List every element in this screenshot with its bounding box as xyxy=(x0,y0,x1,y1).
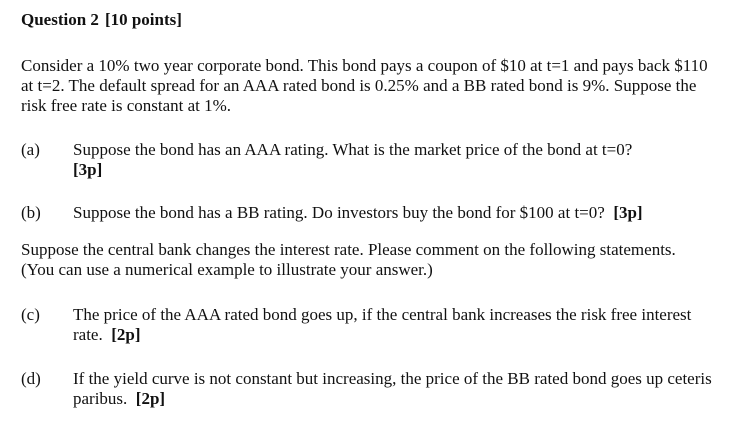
part-b-label: (b) xyxy=(21,203,41,222)
part-d-question: If the yield curve is not constant but increasing, the price of the BB rated bond goes up ceteris paribus. xyxy=(73,369,712,408)
part-d-text xyxy=(73,369,713,409)
part-c-points: [2p] xyxy=(111,325,141,344)
part-a-points: [3p] xyxy=(73,160,103,179)
central-bank-paragraph: Suppose the central bank changes the interest rate. Please comment on the following statements. (You can use a numerical example to illustrate your answer.) xyxy=(21,240,676,279)
part-b-text xyxy=(73,203,713,223)
part-c-question: The price of the AAA rated bond goes up, if the central bank increases the risk free interest rate. xyxy=(73,305,692,344)
part-d-label: (d) xyxy=(21,369,41,388)
part-a-question: Suppose the bond has an AAA rating. What is the market price of the bond at t=0? xyxy=(73,140,633,159)
part-a-text xyxy=(73,140,713,180)
part-a-label: (a) xyxy=(21,140,40,159)
part-b-question: Suppose the bond has a BB rating. Do investors buy the bond for $100 at t=0? xyxy=(73,203,605,222)
part-c-text xyxy=(73,305,713,345)
intro-paragraph: Consider a 10% two year corporate bond. This bond pays a coupon of $10 at t=1 and pays back $110 at t=2. The default spread for an AAA rated bond is 0.25% and a BB rated bond is 9%. Suppose the risk free rate is constant at 1%. xyxy=(21,56,708,115)
question-title: Question 2 xyxy=(21,10,99,29)
part-d-points: [2p] xyxy=(135,389,166,408)
part-c-label: (c) xyxy=(21,305,40,324)
part-b-points: [3p] xyxy=(613,203,643,222)
question-points: [10 points] xyxy=(104,10,182,29)
question-heading xyxy=(21,10,182,30)
